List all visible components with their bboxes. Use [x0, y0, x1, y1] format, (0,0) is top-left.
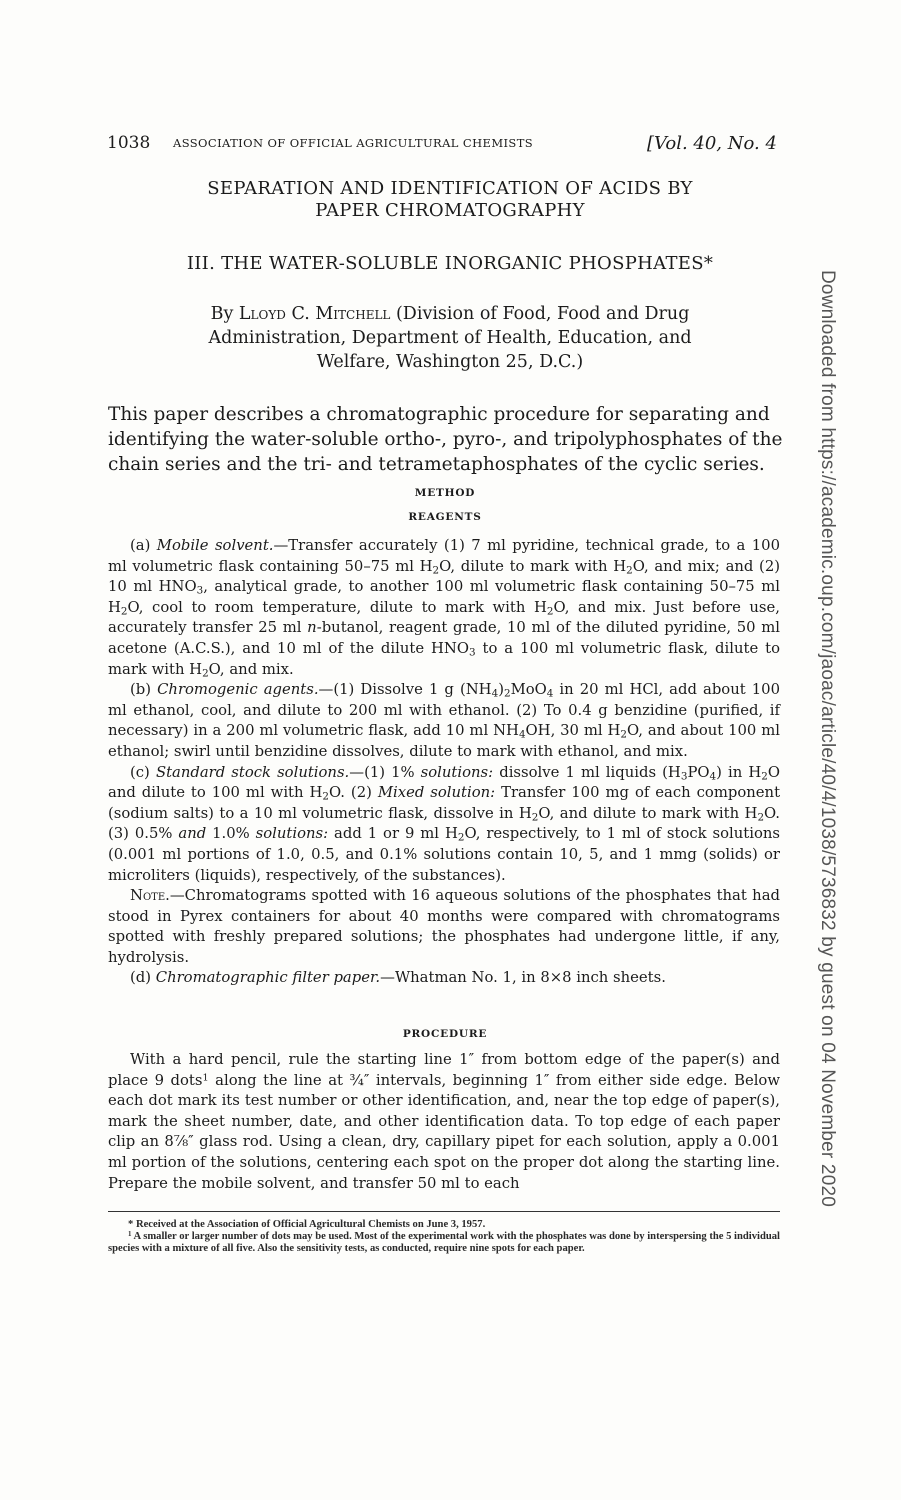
subscript: 4 [491, 687, 499, 700]
text-run: along the line at ¾″ intervals, beginning 1″ from either side edge. Below each dot mark its test number or other identification, and, near the top edge of paper(s), mark the sheet number, date, and other identification data. To top edge of each paper clip an 8⅞″ glass rod. Using a clean, dry, capillary pipet for each solution, apply a 0.001 ml portion of the solutions, centering each spot on the proper dot along the starting line. Prepare the mobile solvent, and transfer 50 ml to each [108, 1071, 781, 1192]
text-run: O. (3) 0.5% [108, 804, 780, 843]
text-run: —Chromatograms spotted with 16 aqueous solutions of the phosphates that had stood in Pyrex containers for about 40 months were compared with chromatograms spotted with freshly prepared solutions; the phosphates had undergone little, if any, hydrolysis. [108, 887, 780, 966]
paragraph-title: Standard stock solutions. [155, 763, 350, 781]
note-label: Note. [130, 887, 170, 905]
paragraph-label: (d) [130, 969, 152, 987]
text-run: —Whatman No. 1, in 8×8 inch sheets. [380, 969, 666, 987]
subscript: 4 [546, 687, 554, 700]
text-run: O, dilute to mark with H [439, 557, 627, 575]
text-run: O, and mix. [208, 660, 294, 678]
text-run: OH, 30 ml H [525, 722, 621, 740]
subscript: 3 [469, 646, 476, 659]
journal-name: ASSOCIATION OF OFFICIAL AGRICULTURAL CHEMISTS [173, 136, 534, 150]
text-run: dissolve 1 ml liquids (H [493, 763, 681, 781]
text-run: —(1) Dissolve 1 g (NH [318, 681, 492, 699]
paragraph-title: Chromatographic filter paper. [155, 969, 381, 987]
note-paragraph [108, 886, 780, 968]
volume-issue: [Vol. 40, No. 4 [647, 133, 777, 154]
subscript: 2 [761, 770, 768, 783]
text-run: PO [687, 763, 710, 781]
reagent-paragraph-a [108, 536, 780, 680]
subscript: 2 [202, 667, 209, 680]
footnote-mark: 1 [128, 1230, 132, 1238]
title-line-1: SEPARATION AND IDENTIFICATION OF ACIDS BY [207, 178, 693, 199]
paragraph-label: (a) [130, 537, 151, 554]
subscript: 2 [503, 687, 511, 700]
text-run: 1.0% [206, 825, 256, 843]
affiliation-part-2: Administration, Department of Health, Education, and [208, 328, 692, 348]
section-heading-reagents: REAGENTS [408, 511, 482, 523]
subscript: 4 [709, 770, 717, 783]
download-watermark: Downloaded from https://academic.oup.com/jaoac/article/40/4/1038/5736832 by guest on 04 November 2020 [817, 270, 838, 1207]
subscript: 2 [757, 811, 765, 824]
article-subtitle: III. THE WATER-SOLUBLE INORGANIC PHOSPHATES* [186, 253, 714, 274]
text-run: O, and mix. Just before use, accurately transfer 25 ml [108, 598, 780, 637]
affiliation-part-3: Welfare, Washington 25, D.C.) [316, 352, 584, 372]
subscript: 2 [432, 564, 440, 577]
text-run: to a 100 ml volumetric flask, dilute to mark with H [108, 639, 780, 678]
paragraph-title: Mobile solvent. [156, 537, 274, 554]
footnote-received: * Received at the Association of Official Agricultural Chemists on June 3, 1957. [128, 1219, 486, 1230]
byline [150, 302, 750, 374]
footnotes [108, 1219, 780, 1254]
text-run: O and dilute to 100 ml with H [108, 763, 780, 802]
text-run: add 1 or 9 ml H [328, 825, 458, 843]
italic-run: Mixed solution: [377, 784, 496, 802]
text-run: ) [498, 681, 504, 699]
article-title [120, 178, 780, 222]
author-initial: C. [291, 304, 310, 324]
subscript: 2 [120, 605, 128, 618]
text-run: O, cool to room temperature, dilute to mark with H [127, 598, 547, 616]
abstract-line: identifying the water-soluble ortho-, pyro-, and tripolyphosphates of the [108, 429, 782, 450]
reagent-paragraph-c [108, 763, 780, 887]
footnote-divider [108, 1211, 780, 1212]
procedure-body [108, 1050, 780, 1194]
paragraph-label: (c) [130, 763, 150, 781]
subscript: 3 [196, 584, 204, 597]
italic-run: and [178, 825, 207, 843]
byline-by: By [210, 304, 234, 324]
paragraph-title: Chromogenic agents. [157, 681, 319, 699]
text-run: in 20 ml HCl, add about 100 ml ethanol, cool, and dilute to 200 ml with ethanol. (2) To 0.4 g benzidine (purified, if necessary) in a 200 ml volumetric flask, add 10 ml NH [108, 681, 780, 740]
text-run: O, and dilute to mark with H [538, 804, 758, 822]
text-run: O. (2) [329, 784, 378, 802]
text-run: -butanol, reagent grade, 10 ml of the diluted pyridine, 50 ml acetone (A.C.S.), and 10 ml of the dilute HNO [108, 619, 780, 657]
subscript: 2 [531, 811, 539, 824]
footnote-1 [108, 1231, 780, 1255]
text-run: O, and about 100 ml ethanol; swirl until benzidine dissolves, dilute to mark with ethanol, and mix. [108, 722, 780, 760]
subscript: 2 [620, 728, 627, 741]
section-heading-procedure: PROCEDURE [402, 1028, 488, 1040]
page-number: 1038 [107, 133, 151, 153]
reagent-paragraph-b [108, 680, 780, 762]
footnote-ref: 1 [202, 1072, 209, 1084]
text-run: ) in H [716, 763, 762, 781]
text-run: O, respectively, to 1 ml of stock solutions (0.001 ml portions of 1.0, 0.5, and 0.1% solutions contain 10, 5, and 1 mmg (solids) or microliters (liquids), respectively, of the substances). [108, 825, 781, 884]
abstract-line: This paper describes a chromatographic procedure for separating and [108, 404, 770, 425]
text-run: O, and mix; and (2) 10 ml HNO [108, 557, 781, 596]
italic-run: n [307, 619, 317, 637]
text-run: —Transfer accurately (1) 7 ml pyridine, technical grade, to a 100 ml volumetric flask containing 50–75 ml H [108, 537, 780, 575]
subscript: 3 [680, 770, 688, 783]
reagents-body [108, 536, 780, 989]
italic-run: solutions: [255, 825, 329, 843]
title-line-2: PAPER CHROMATOGRAPHY [315, 200, 585, 221]
subscript: 2 [457, 831, 465, 844]
reagent-paragraph-d [108, 968, 780, 989]
text-run: , analytical grade, to another 100 ml volumetric flask containing 50–75 ml H [108, 578, 780, 616]
subscript: 2 [322, 790, 329, 803]
text-run: Transfer 100 mg of each component (sodium salts) to a 10 ml volumetric flask, dissolve in H [108, 784, 781, 822]
subscript: 2 [546, 605, 554, 618]
running-header [107, 133, 797, 155]
italic-run: solutions: [420, 763, 494, 781]
byline-line-1 [150, 302, 750, 326]
abstract-line: chain series and the tri- and tetrametaphosphates of the cyclic series. [108, 454, 765, 475]
subscript: 2 [626, 564, 633, 577]
section-heading-method: METHOD [414, 487, 476, 499]
paragraph-label: (b) [130, 681, 152, 699]
text-run: —(1) 1% [349, 763, 421, 781]
text-run: With a hard pencil, rule the starting line 1″ from bottom edge of the paper(s) and place 9 dots [108, 1051, 780, 1089]
abstract [108, 402, 782, 477]
subscript: 4 [518, 728, 526, 741]
affiliation-part-1: (Division of Food, Food and Drug [395, 304, 690, 324]
author-last-name: Mitchell [315, 304, 391, 324]
text-run: MoO [510, 681, 547, 699]
text-run: A smaller or larger number of dots may be used. Most of the experimental work with the phosphates was done by interspersing the 5 individual species with a mixture of all five. Also the sensitivity tests, as conducted, require nine spots for each paper. [108, 1230, 780, 1254]
procedure-paragraph [108, 1050, 780, 1194]
author-first-name: Lloyd [238, 304, 286, 324]
